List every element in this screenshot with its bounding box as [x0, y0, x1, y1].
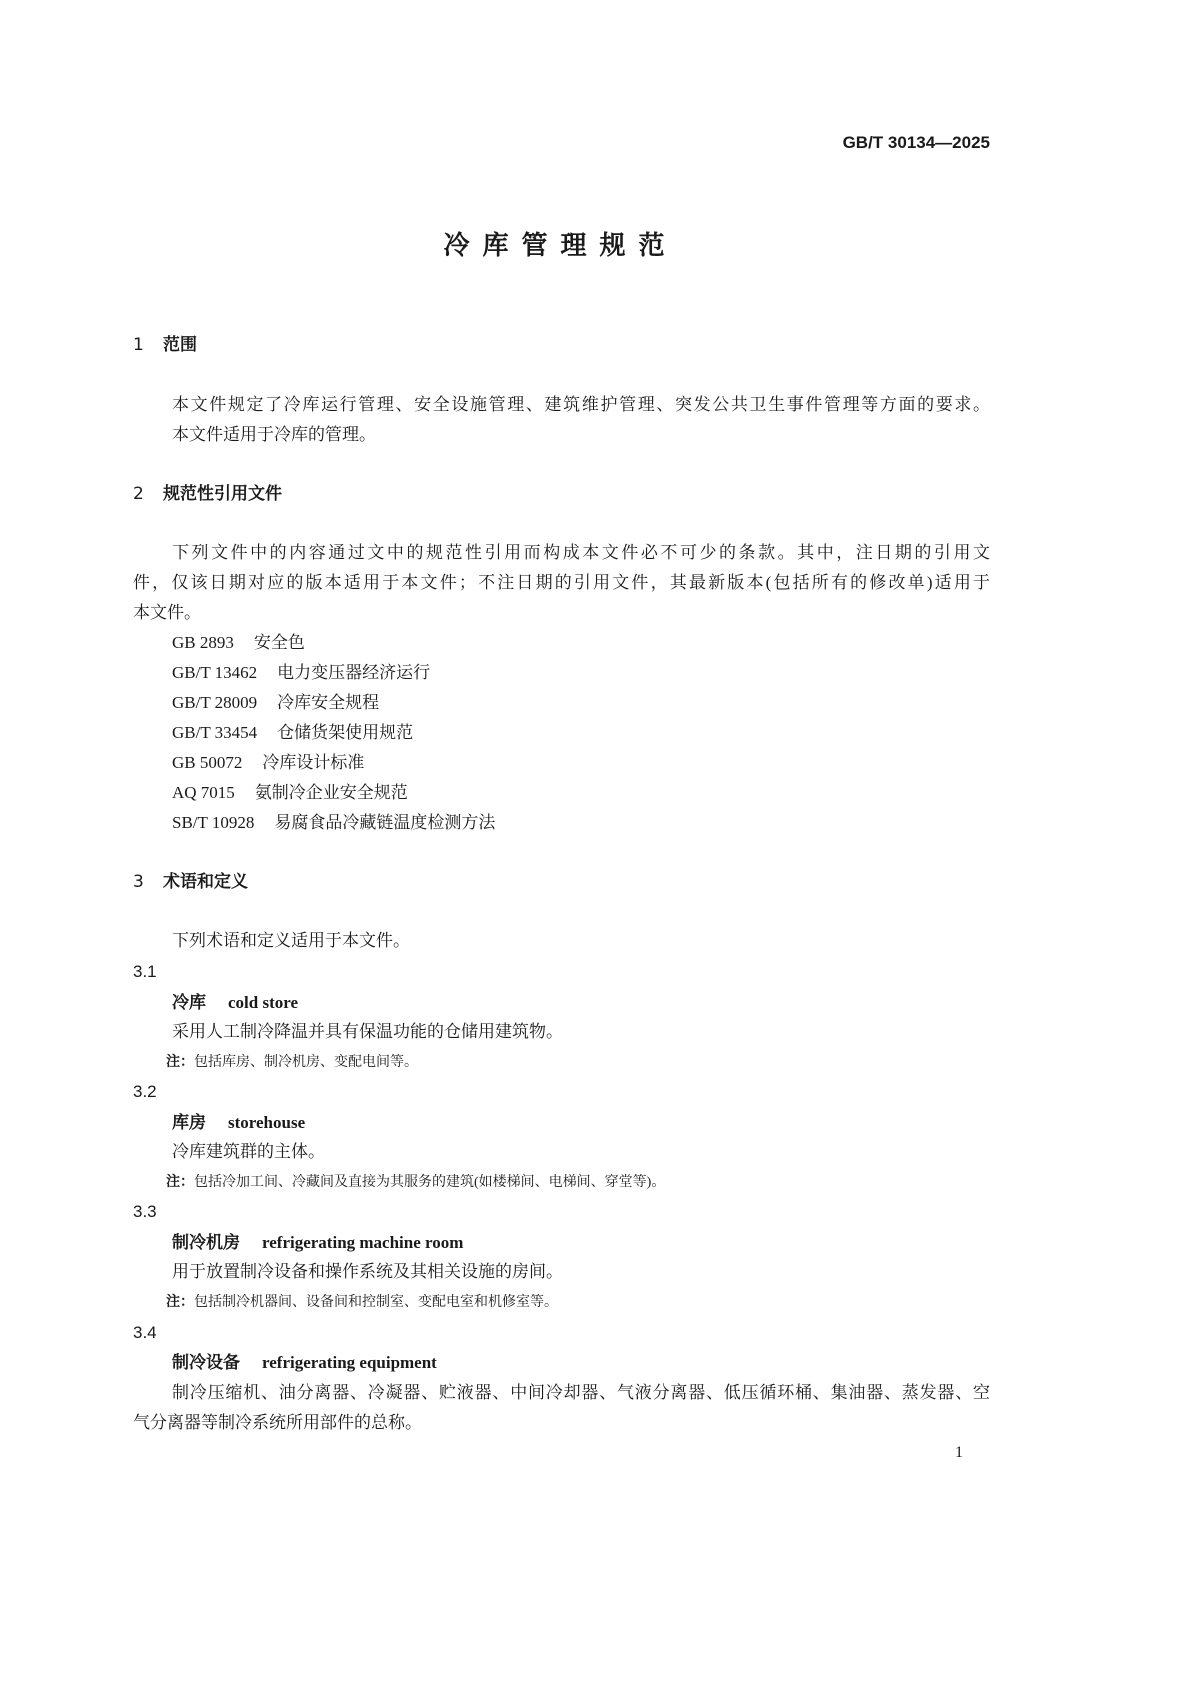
section-title: 范围 — [163, 335, 197, 355]
term-zh: 制冷机房 — [172, 1233, 240, 1253]
clause-number: 3.1 — [133, 962, 157, 981]
reference-code: AQ 7015 — [172, 783, 235, 802]
note-text: 包括制冷机器间、设备间和控制室、变配电室和机修室等。 — [194, 1295, 558, 1310]
term-definition: 冷库建筑群的主体。 — [172, 1142, 325, 1161]
clause-number: 3.3 — [133, 1202, 157, 1221]
term-en: refrigerating equipment — [262, 1353, 437, 1372]
reference-title: 氨制冷企业安全规范 — [254, 783, 408, 802]
reference-title: 安全色 — [253, 633, 305, 652]
reference-code: GB/T 13462 — [172, 663, 258, 682]
term-zh: 制冷设备 — [172, 1353, 240, 1373]
paragraph-line: 本文件。 — [133, 603, 201, 622]
reference-title: 易腐食品冷藏链温度检测方法 — [274, 813, 496, 832]
reference-item — [172, 781, 408, 805]
section-heading — [133, 333, 197, 357]
section-heading — [133, 482, 282, 506]
section-number: 2 — [133, 484, 144, 504]
reference-title: 仓储货架使用规范 — [277, 723, 414, 742]
note-label: 注： — [166, 1174, 194, 1190]
paragraph: 下列术语和定义适用于本文件。 — [172, 931, 410, 950]
term-note — [166, 1290, 558, 1315]
term-definition: 采用人工制冷降温并具有保温功能的仓储用建筑物。 — [172, 1022, 563, 1041]
reference-title: 电力变压器经济运行 — [277, 663, 431, 682]
section-heading — [133, 870, 248, 894]
reference-item — [172, 631, 305, 655]
section-title: 规范性引用文件 — [163, 484, 282, 504]
reference-item — [172, 811, 495, 835]
term-definition: 气分离器等制冷系统所用部件的总称。 — [133, 1413, 422, 1432]
term-definition: 用于放置制冷设备和操作系统及其相关设施的房间。 — [172, 1262, 563, 1281]
term-note — [166, 1170, 665, 1195]
term-en: cold store — [228, 993, 299, 1012]
reference-item — [172, 721, 413, 745]
document-number: GB/T 30134—2025 — [842, 133, 990, 152]
paragraph: 本文件规定了冷库运行管理、安全设施管理、建筑维护管理、突发公共卫生事件管理等方面的要求。 — [172, 395, 990, 414]
paragraph: 本文件适用于冷库的管理。 — [172, 425, 376, 444]
page-number: 1 — [955, 1444, 963, 1461]
reference-item — [172, 661, 430, 685]
section-number: 3 — [133, 872, 144, 892]
note-text: 包括库房、制冷机房、变配电间等。 — [194, 1055, 418, 1070]
term-zh: 冷库 — [172, 993, 206, 1013]
paragraph-line: 件，仅该日期对应的版本适用于本文件；不注日期的引用文件，其最新版本(包括所有的修改单)适用于 — [133, 573, 990, 592]
term-heading — [172, 1111, 305, 1135]
term-heading — [172, 1231, 463, 1255]
section-title: 术语和定义 — [163, 872, 248, 892]
reference-title: 冷库设计标准 — [262, 753, 365, 772]
paragraph-line: 下列文件中的内容通过文中的规范性引用而构成本文件必不可少的条款。其中，注日期的引用文 — [172, 543, 990, 562]
reference-item — [172, 691, 379, 715]
term-en: storehouse — [228, 1113, 306, 1132]
reference-code: GB 2893 — [172, 633, 234, 652]
term-zh: 库房 — [172, 1113, 206, 1133]
term-heading — [172, 1351, 437, 1375]
term-note — [166, 1050, 418, 1075]
reference-item — [172, 751, 364, 775]
document-title: 冷库管理规范 — [443, 231, 678, 261]
term-definition: 制冷压缩机、油分离器、冷凝器、贮液器、中间冷却器、气液分离器、低压循环桶、集油器、蒸发器、空 — [172, 1383, 990, 1402]
note-text: 包括冷加工间、冷藏间及直接为其服务的建筑(如楼梯间、电梯间、穿堂等)。 — [194, 1175, 666, 1190]
reference-code: GB 50072 — [172, 753, 243, 772]
note-label: 注： — [166, 1294, 194, 1310]
clause-number: 3.2 — [133, 1082, 157, 1101]
reference-code: SB/T 10928 — [172, 813, 255, 832]
section-number: 1 — [133, 335, 144, 355]
reference-code: GB/T 33454 — [172, 723, 258, 742]
reference-code: GB/T 28009 — [172, 693, 258, 712]
term-en: refrigerating machine room — [262, 1233, 464, 1252]
note-label: 注： — [166, 1054, 194, 1070]
term-heading — [172, 991, 298, 1015]
reference-title: 冷库安全规程 — [277, 693, 380, 712]
clause-number: 3.4 — [133, 1323, 157, 1342]
